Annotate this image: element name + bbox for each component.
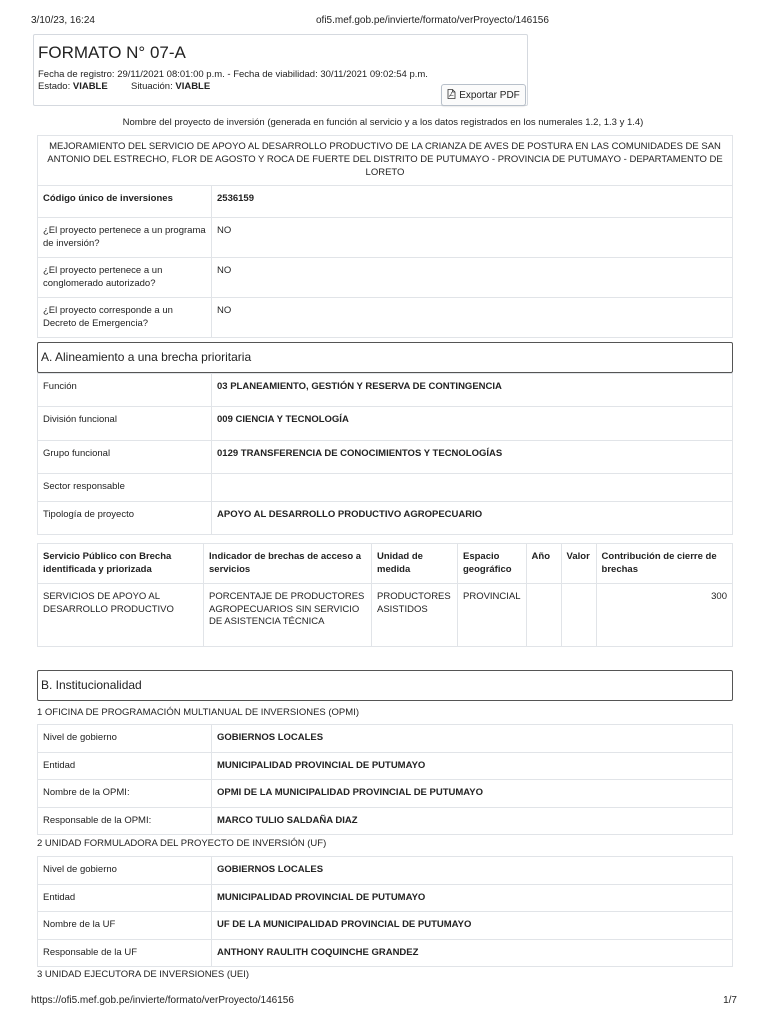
table-row <box>38 441 733 474</box>
row-value: GOBIERNOS LOCALES <box>212 725 733 753</box>
column-header: Indicador de brechas de acceso a servicios <box>204 544 372 584</box>
print-footer <box>31 995 737 1009</box>
row-value: APOYO AL DESARROLLO PRODUCTIVO AGROPECUARIO <box>212 501 733 534</box>
row-value: NO <box>212 258 733 298</box>
print-header <box>31 15 737 29</box>
column-header: Contribución de cierre de brechas <box>596 544 732 584</box>
project-name-caption: Nombre del proyecto de inversión (generada en función al servicio y a los datos registrados en los numerales 1.2, 1.3 y 1.4) <box>122 117 644 128</box>
table-row <box>38 752 733 780</box>
table-cell: PORCENTAJE DE PRODUCTORES AGROPECUARIOS SIN SERVICIO DE ASISTENCIA TÉCNICA <box>204 584 372 647</box>
project-name: MEJORAMIENTO DEL SERVICIO DE APOYO AL DESARROLLO PRODUCTIVO DE LA CRIANZA DE AVES DE POSTURA EN LAS COMUNIDADES DE SAN ANTONIO DEL ESTRECHO, FLOR DE AGOSTO Y ROCA DE FUERTE DEL DISTRITO DE PUTUMAYO - PROVINCIA DE PUTUMAYO - DEPARTAMENTO DE LORETO <box>37 135 733 185</box>
uei-subtitle: 3 UNIDAD EJECUTORA DE INVERSIONES (UEI) <box>37 969 250 980</box>
table-row <box>38 584 733 647</box>
row-value: MUNICIPALIDAD PROVINCIAL DE PUTUMAYO <box>212 884 733 912</box>
row-label: Entidad <box>38 752 212 780</box>
brecha-table <box>37 543 733 647</box>
row-label: Código único de inversiones <box>38 186 212 218</box>
situacion-value: VIABLE <box>175 81 211 92</box>
row-value: OPMI DE LA MUNICIPALIDAD PROVINCIAL DE PUTUMAYO <box>212 780 733 808</box>
column-header: Servicio Público con Brecha identificada y priorizada <box>38 544 204 584</box>
table-row <box>38 298 733 338</box>
uf-subtitle: 2 UNIDAD FORMULADORA DEL PROYECTO DE INVERSIÓN (UF) <box>37 838 327 849</box>
alignment-table <box>37 373 733 535</box>
row-value: MUNICIPALIDAD PROVINCIAL DE PUTUMAYO <box>212 752 733 780</box>
brecha-header-row <box>38 544 733 584</box>
row-value: NO <box>212 218 733 258</box>
row-value <box>212 474 733 502</box>
table-row <box>38 939 733 967</box>
row-label: Nombre de la UF <box>38 912 212 940</box>
row-label: Nombre de la OPMI: <box>38 780 212 808</box>
row-label: Nivel de gobierno <box>38 857 212 885</box>
row-label: Tipología de proyecto <box>38 501 212 534</box>
dates-line: Fecha de registro: 29/11/2021 08:01:00 p.m. - Fecha de viabilidad: 30/11/2021 09:02:54 p.m. <box>38 69 428 80</box>
table-cell: 300 <box>596 584 732 647</box>
page-title: FORMATO N° 07-A <box>38 43 186 62</box>
table-row <box>38 407 733 441</box>
row-label: ¿El proyecto pertenece a un programa de inversión? <box>38 218 212 258</box>
row-label: Función <box>38 374 212 407</box>
row-label: ¿El proyecto corresponde a un Decreto de Emergencia? <box>38 298 212 338</box>
row-label: División funcional <box>38 407 212 441</box>
row-label: Responsable de la OPMI: <box>38 807 212 835</box>
column-header: Espacio geográfico <box>458 544 527 584</box>
table-cell: PROVINCIAL <box>458 584 527 647</box>
table-row <box>38 186 733 218</box>
table-row <box>38 474 733 502</box>
row-label: Sector responsable <box>38 474 212 502</box>
print-url: ofi5.mef.gob.pe/invierte/formato/verProyecto/146156 <box>316 15 549 26</box>
row-value: 2536159 <box>212 186 733 218</box>
table-cell: SERVICIOS DE APOYO AL DESARROLLO PRODUCTIVO <box>38 584 204 647</box>
section-b-title: B. Institucionalidad <box>37 670 733 701</box>
print-footer-url: https://ofi5.mef.gob.pe/invierte/formato/verProyecto/146156 <box>31 995 294 1006</box>
section-a-title: A. Alineamiento a una brecha prioritaria <box>37 342 733 373</box>
table-row <box>38 218 733 258</box>
table-row <box>38 501 733 534</box>
row-value: NO <box>212 298 733 338</box>
row-value: 0129 TRANSFERENCIA DE CONOCIMIENTOS Y TECNOLOGÍAS <box>212 441 733 474</box>
opmi-table <box>37 724 733 835</box>
print-date: 3/10/23, 16:24 <box>31 15 95 26</box>
column-header: Año <box>526 544 561 584</box>
page-number: 1/7 <box>723 995 737 1006</box>
table-row <box>38 725 733 753</box>
table-cell <box>561 584 596 647</box>
table-cell <box>526 584 561 647</box>
row-label: ¿El proyecto pertenece a un conglomerado autorizado? <box>38 258 212 298</box>
row-value: GOBIERNOS LOCALES <box>212 857 733 885</box>
pdf-file-icon <box>447 89 456 102</box>
row-label: Nivel de gobierno <box>38 725 212 753</box>
estado-label: Estado: <box>38 81 71 92</box>
row-label: Entidad <box>38 884 212 912</box>
situacion-label: Situación: <box>130 81 173 92</box>
row-label: Responsable de la UF <box>38 939 212 967</box>
table-row <box>38 884 733 912</box>
column-header: Unidad de medida <box>372 544 458 584</box>
row-label: Grupo funcional <box>38 441 212 474</box>
row-value: 009 CIENCIA Y TECNOLOGÍA <box>212 407 733 441</box>
table-row <box>38 780 733 808</box>
row-value: ANTHONY RAULITH COQUINCHE GRANDEZ <box>212 939 733 967</box>
export-pdf-button[interactable] <box>441 84 526 106</box>
row-value: 03 PLANEAMIENTO, GESTIÓN Y RESERVA DE CONTINGENCIA <box>212 374 733 407</box>
estado-value: VIABLE <box>72 81 108 92</box>
opmi-subtitle: 1 OFICINA DE PROGRAMACIÓN MULTIANUAL DE INVERSIONES (OPMI) <box>37 707 359 718</box>
row-value: MARCO TULIO SALDAÑA DIAZ <box>212 807 733 835</box>
column-header: Valor <box>561 544 596 584</box>
table-row <box>38 258 733 298</box>
table-row <box>38 807 733 835</box>
table-row <box>38 912 733 940</box>
uf-table <box>37 856 733 967</box>
project-info-table <box>37 185 733 338</box>
export-pdf-label: Exportar PDF <box>459 89 520 101</box>
row-value: UF DE LA MUNICIPALIDAD PROVINCIAL DE PUTUMAYO <box>212 912 733 940</box>
table-cell: PRODUCTORES ASISTIDOS <box>372 584 458 647</box>
table-row <box>38 857 733 885</box>
table-row <box>38 374 733 407</box>
